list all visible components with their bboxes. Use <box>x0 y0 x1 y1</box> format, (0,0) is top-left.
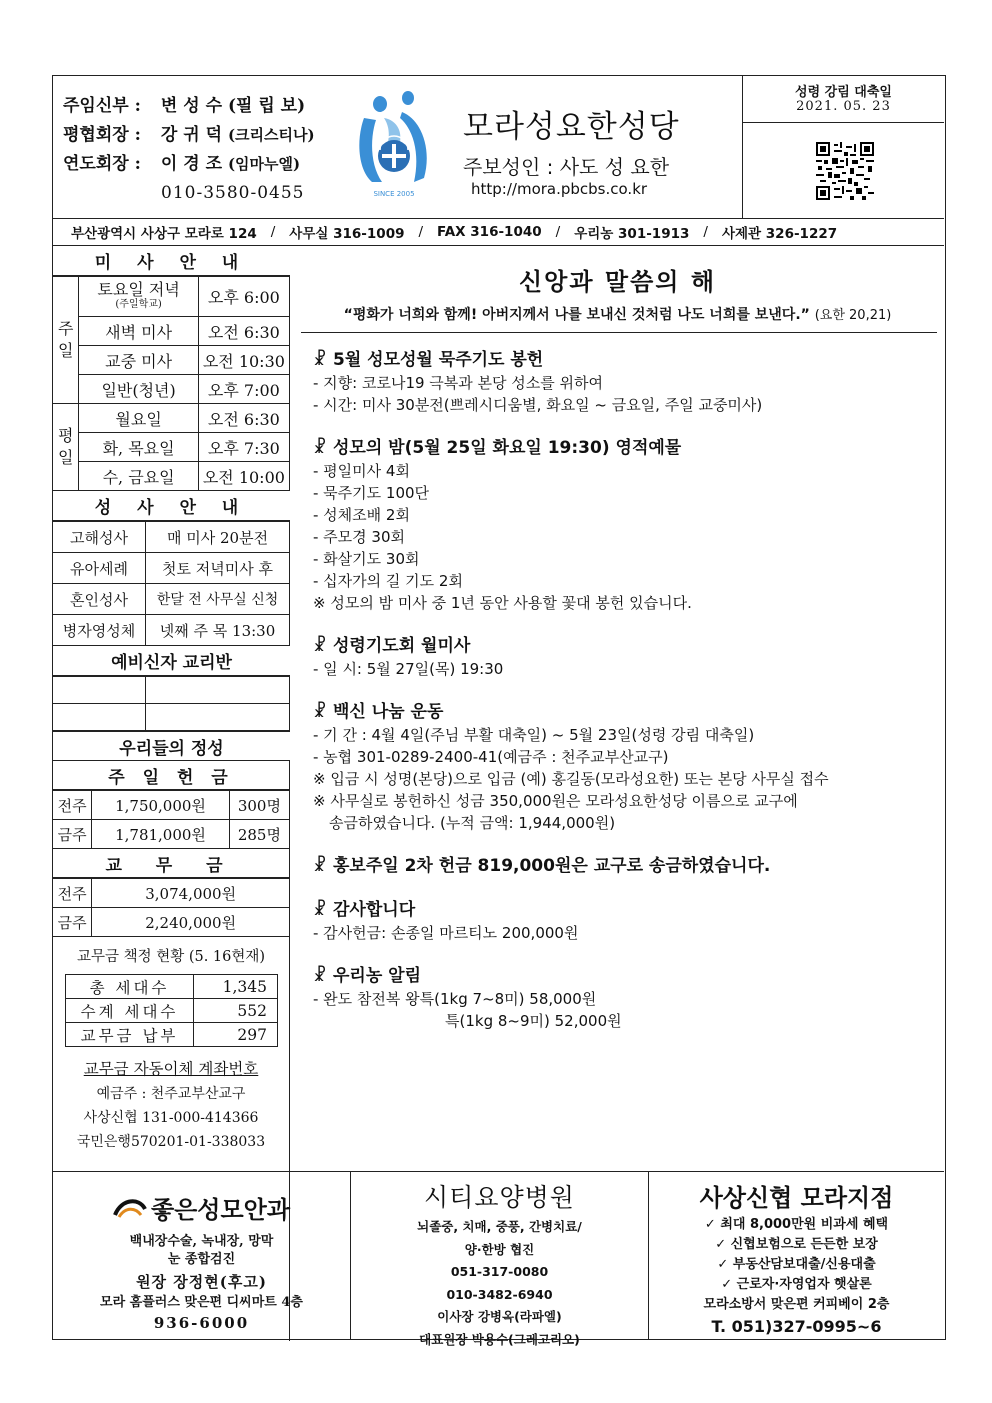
main-content <box>291 246 944 1171</box>
mass-name: 새벽 미사 <box>79 317 198 346</box>
mass-time: 오후 7:00 <box>198 375 289 404</box>
bulletin-date: 2021. 05. 23 <box>796 99 891 114</box>
notice-item <box>313 964 933 1032</box>
chi-rho-icon: ☧ <box>313 438 327 458</box>
dues-title: 교 무 금 <box>53 849 289 878</box>
sunday-offering-title: 주 일 헌 금 <box>53 761 289 790</box>
rectory-phone: 사제관 326-1227 <box>721 226 838 242</box>
account-number: 사상신협 131-000-414366 <box>83 1110 259 1126</box>
table-row: 전주 1,750,000원 300명 <box>53 791 289 820</box>
mass-name: 토요일 저녁 (주일학교) <box>79 277 198 317</box>
ad-phone: 936-6000 <box>153 1314 250 1332</box>
ad-name: 사상신협 모라지점 <box>699 1184 894 1212</box>
parish-phone: 010-3580-0455 <box>161 183 305 203</box>
chi-rho-icon: ☧ <box>313 966 327 986</box>
address-bar <box>53 219 944 246</box>
notice-title: ☧ 성모의 밤(5월 25일 화요일 19:30) 영적예물 <box>313 438 682 458</box>
table-row: 교무금 납부 297 <box>66 1023 278 1047</box>
patron-saint: 주보성인 : 사도 성 요한 <box>463 155 670 179</box>
ad-phone: T. 051)327-0995~6 <box>711 1317 882 1336</box>
eye-logo-icon <box>113 1195 147 1221</box>
mass-schedule-title: 미 사 안 내 <box>53 246 290 276</box>
notice-line: - 평일미사 4회 <box>313 462 410 480</box>
notice-item <box>313 700 933 834</box>
notice-line: ※ 성모의 밤 미사 중 1년 동안 사용할 꽃대 봉헌 있습니다. <box>313 594 692 612</box>
sacrament-table <box>53 521 289 646</box>
notice-title: ☧ 홍보주일 2차 헌금 819,000원은 교구로 송금하였습니다. <box>313 856 771 876</box>
ad-name: 좋은성모안과 <box>53 1190 350 1225</box>
notice-title: ☧ 성령기도회 월미사 <box>313 636 471 656</box>
woorinong-phone: 우리농 301-1913 <box>574 226 690 242</box>
notice-item <box>313 436 933 614</box>
ad-hospital: 시티요양병원 뇌졸중, 치매, 중풍, 간병치료/ 양·한방 협진 051-317-0080 010-3482-6940 이사장 강병옥(라파엘) 대표원장 박용수(그레고리오) <box>351 1172 649 1339</box>
staff-row: 주임신부 : 변 성 수 (필 립 보) <box>63 96 306 116</box>
date-box <box>742 76 944 219</box>
separator: / <box>418 224 424 240</box>
table-row <box>53 277 289 317</box>
notice-line: 특(1kg 8~9미) 52,000원 <box>445 1012 622 1030</box>
catechumen-title: 예비신자 교리반 <box>53 646 290 676</box>
chi-rho-icon: ☧ <box>313 350 327 370</box>
notice-item <box>313 898 933 944</box>
staff-row: 연도회장 : 이 경 조 (임마누엘) <box>63 154 301 174</box>
ad-name: 시티요양병원 <box>424 1183 575 1212</box>
mass-time: 오전 10:30 <box>198 346 289 375</box>
notice-line: - 주모경 30회 <box>313 528 405 546</box>
church-logo-icon <box>350 90 440 205</box>
notice-title: ☧ 5월 성모성월 묵주기도 봉헌 <box>313 350 544 370</box>
mass-time: 오전 10:00 <box>198 462 289 491</box>
notice-line: - 성체조배 2회 <box>313 506 410 524</box>
advertisement-bar <box>53 1171 944 1347</box>
logo-caption: SINCE 2005 <box>373 190 415 198</box>
ad-doctor: 원장 장정현(후고) <box>136 1273 267 1291</box>
verse-reference: (요한 20,21) <box>814 308 892 323</box>
mass-time: 오후 7:30 <box>198 433 289 462</box>
sacrament-title: 성 사 안 내 <box>53 491 290 521</box>
account-number: 국민은행570201-01-338033 <box>76 1134 266 1150</box>
table-row <box>53 404 289 433</box>
ad-location: 모라 홈플러스 맞은편 디씨마트 4층 <box>100 1295 303 1310</box>
sunday-offering-table <box>53 790 289 849</box>
notice-line: - 묵주기도 100단 <box>313 484 430 502</box>
notice-item <box>313 348 933 416</box>
notice-line: - 화살기도 30회 <box>313 550 420 568</box>
mass-name: 교중 미사 <box>79 346 198 375</box>
staff-list <box>63 92 315 208</box>
chi-rho-icon: ☧ <box>313 900 327 920</box>
notice-line: - 완도 참전복 왕특(1kg 7~8미) 58,000원 <box>313 990 597 1008</box>
table-row: 총 세대수 1,345 <box>66 975 278 999</box>
table-row: 금주 1,781,000원 285명 <box>53 820 289 849</box>
notice-line: ※ 사무실로 봉헌하신 성금 350,000원은 모라성요한성당 이름으로 교구에 <box>313 792 798 810</box>
church-name: 모라성요한성당 <box>463 109 680 145</box>
office-phone: 사무실 316-1009 <box>289 226 405 242</box>
notice-line: - 감사헌금: 손종일 마르티노 200,000원 <box>313 924 579 942</box>
dues-status-table <box>65 974 278 1047</box>
bulletin-header <box>53 76 944 219</box>
notice-list <box>313 348 933 1052</box>
table-row: 고해성사 매 미사 20분전 <box>53 522 289 553</box>
table-row <box>53 704 289 731</box>
address: 부산광역시 사상구 모라로 124 <box>71 226 257 242</box>
page-title: 신앙과 말씀의 해 <box>519 268 716 296</box>
mass-time: 오후 6:00 <box>198 277 289 317</box>
notice-title: ☧ 감사합니다 <box>313 900 416 920</box>
table-row <box>53 375 289 404</box>
dues-table <box>53 878 289 937</box>
ad-credit-union: 사상신협 모라지점 ✓ 최대 8,000만원 비과세 혜택 ✓ 신협보험으로 든든한 보장 ✓ 부동산담보대출/신용대출 ✓ 근로자·자영업자 햇살론 모라소방서 맞은편 커피베이 2층 T. 051)327-0995~6 <box>649 1172 944 1339</box>
mass-name: 화, 목요일 <box>79 433 198 462</box>
offering-title: 우리들의 정성 <box>53 731 290 761</box>
date-divider <box>743 122 944 123</box>
chi-rho-icon: ☧ <box>313 702 327 722</box>
notice-title: ☧ 우리농 알림 <box>313 966 422 986</box>
table-row: 수계 세대수 552 <box>66 999 278 1023</box>
table-row <box>53 317 289 346</box>
auto-transfer-title: 교무금 자동이체 계좌번호 <box>83 1060 259 1078</box>
notice-line: - 지향: 코로나19 극복과 본당 성소를 위하여 <box>313 374 604 392</box>
scripture-verse: “평화가 너희와 함께! 아버지께서 나를 보내신 것처럼 나도 너희를 보낸다.” (요한 20,21) <box>343 307 892 323</box>
table-row <box>53 677 289 704</box>
table-row: 혼인성사 한달 전 사무실 신청 <box>53 584 289 615</box>
table-row: 유아세례 첫토 저녁미사 후 <box>53 553 289 584</box>
table-row <box>53 433 289 462</box>
notice-title: ☧ 백신 나눔 운동 <box>313 702 444 722</box>
separator: / <box>555 224 561 240</box>
mass-name: 월요일 <box>79 404 198 433</box>
sunday-label: 주일 <box>53 277 79 404</box>
feast-name: 성령 강림 대축일 <box>795 85 892 100</box>
notice-line: - 시간: 미사 30분전(쁘레시디움별, 화요일 ~ 금요일, 주일 교중미사) <box>313 396 763 414</box>
catechumen-table <box>53 676 289 731</box>
notice-item <box>313 854 933 878</box>
account-holder: 예금주 : 천주교부산교구 <box>96 1086 246 1102</box>
bulletin-frame <box>52 75 946 1347</box>
dues-status-title: 교무금 책정 현황 (5. 16현재) <box>76 949 266 965</box>
table-row: 금주 2,240,000원 <box>53 908 289 937</box>
chi-rho-icon: ☧ <box>313 636 327 656</box>
mass-time: 오전 6:30 <box>198 317 289 346</box>
notice-line: - 일 시: 5월 27일(목) 19:30 <box>313 660 504 678</box>
weekday-label: 평일 <box>53 404 79 491</box>
notice-line: - 기 간 : 4월 4일(주님 부활 대축일) ~ 5월 23일(성령 강림 대축일) <box>313 726 755 744</box>
chi-rho-icon: ☧ <box>313 856 327 876</box>
notice-line: - 농협 301-0289-2400-41(예금주 : 천주교부산교구) <box>313 748 669 766</box>
mass-time: 오전 6:30 <box>198 404 289 433</box>
notice-line: 송금하였습니다. (누적 금액: 1,944,000원) <box>329 814 616 832</box>
fax-number: FAX 316-1040 <box>437 224 542 240</box>
table-row: 전주 3,074,000원 <box>53 879 289 908</box>
qr-code-icon[interactable] <box>816 142 874 200</box>
table-row <box>53 462 289 491</box>
staff-row: 평협회장 : 강 귀 덕 (크리스티나) <box>63 125 315 145</box>
mass-schedule-table <box>53 276 289 491</box>
notice-item <box>313 634 933 680</box>
title-divider <box>301 332 937 333</box>
notice-line: - 십자가의 길 기도 2회 <box>313 572 463 590</box>
table-row: 병자영성체 넷째 주 목 13:30 <box>53 615 289 646</box>
mass-name: 수, 금요일 <box>79 462 198 491</box>
table-row <box>53 346 289 375</box>
notice-line: ※ 입금 시 성명(본당)으로 입금 (예) 홍길동(모라성요한) 또는 본당 사무실 접수 <box>313 770 829 788</box>
separator: / <box>703 224 708 240</box>
separator: / <box>270 224 276 240</box>
ad-eye-clinic: 좋은성모안과 백내장수술, 녹내장, 망막 눈 종합검진 원장 장정현(후고) 모라 홈플러스 맞은편 디씨마트 4층 936-6000 <box>53 1172 351 1339</box>
website-url[interactable]: http://mora.pbcbs.co.kr <box>471 180 648 198</box>
mass-name: 일반(청년) <box>79 375 198 404</box>
